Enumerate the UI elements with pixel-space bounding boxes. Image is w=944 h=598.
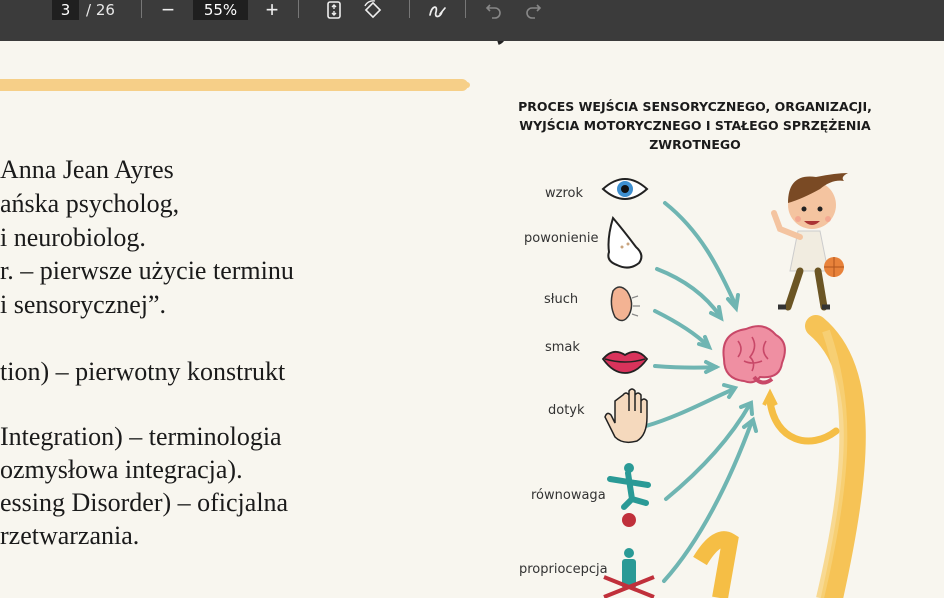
- sense-label-sight: wzrok: [545, 186, 583, 201]
- sense-label-touch: dotyk: [548, 403, 585, 418]
- sense-label-hearing: słuch: [544, 292, 579, 307]
- zoom-out-button[interactable]: −: [161, 0, 175, 22]
- body-line: Anna Jean Ayres: [0, 155, 174, 184]
- hand-icon: [605, 389, 647, 442]
- infographic-title-line: ZWROTNEGO: [649, 137, 741, 152]
- infographic-art: [0, 41, 944, 598]
- toolbar-divider: [298, 0, 299, 18]
- infographic-title-line: WYJŚCIA MOTORYCZNEGO I STAŁEGO SPRZĘŻENIA: [519, 118, 871, 133]
- body-line: r. – pierwsze użycie terminu: [0, 256, 294, 285]
- body-line: ozmysłowa integracja).: [0, 455, 243, 484]
- toolbar-divider: [409, 0, 410, 18]
- boy-character-illustration: [774, 173, 848, 307]
- body-line: i neurobiolog.: [0, 223, 146, 252]
- body-line: tion) – pierwotny konstrukt: [0, 357, 286, 386]
- body-line: essing Disorder) – oficjalna: [0, 488, 289, 517]
- toolbar-divider: [465, 0, 466, 18]
- sense-label-smell: powonienie: [524, 231, 599, 246]
- fit-page-icon[interactable]: [321, 0, 347, 20]
- proprioception-figure-icon: [604, 548, 654, 597]
- balance-figure-icon: [610, 463, 648, 527]
- rotate-icon[interactable]: [360, 0, 386, 20]
- body-line: rzetwarzania.: [0, 521, 140, 550]
- sense-label-proprioception: propriocepcja: [519, 562, 608, 577]
- document-page: [0, 41, 944, 598]
- zoom-level-input[interactable]: 55%: [193, 0, 248, 20]
- redo-icon[interactable]: [520, 0, 546, 20]
- nose-icon: [608, 218, 641, 268]
- infographic-title-line: PROCES WEJŚCIA SENSORYCZNEGO, ORGANIZACJI,: [518, 99, 872, 114]
- input-arrows: [646, 203, 756, 581]
- sense-label-balance: równowaga: [531, 488, 606, 503]
- page-total-label: / 26: [86, 1, 115, 19]
- page-number-input[interactable]: 3: [52, 0, 79, 20]
- pdf-toolbar: [0, 0, 944, 41]
- zoom-in-button[interactable]: +: [265, 0, 279, 22]
- eye-icon: [603, 179, 647, 199]
- ear-icon: [611, 287, 640, 321]
- draw-icon[interactable]: [424, 0, 450, 20]
- brain-icon: [723, 326, 784, 382]
- toolbar-divider: [141, 0, 142, 18]
- body-line: i sensorycznej”.: [0, 290, 167, 319]
- body-line: ańska psycholog,: [0, 189, 180, 218]
- body-line: Integration) – terminologia: [0, 422, 282, 451]
- undo-icon[interactable]: [481, 0, 507, 20]
- lips-icon: [603, 352, 647, 373]
- sense-label-taste: smak: [545, 340, 580, 355]
